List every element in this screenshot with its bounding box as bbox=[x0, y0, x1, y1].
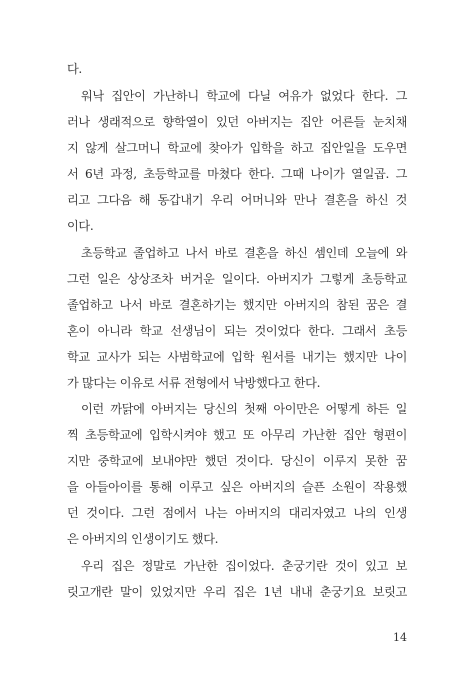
text-line: 가 많다는 이유로 서류 전형에서 낙방했다고 한다. bbox=[67, 376, 321, 390]
page-number: 14 bbox=[393, 631, 407, 644]
text-line: 은 아버지의 인생이기도 했다. bbox=[67, 532, 219, 546]
text-line: 초등학교 졸업하고 나서 바로 결혼을 하신 셈인데 오늘에 와 bbox=[81, 246, 407, 260]
text-line: 다. bbox=[67, 62, 82, 76]
text-line: 지 않게 살그머니 학교에 찾아가 입학을 하고 집안일을 도우면 bbox=[67, 141, 407, 155]
text-line: 이런 까닭에 아버지는 당신의 첫째 아이만은 어떻게 하든 일 bbox=[81, 402, 407, 416]
text-line: 리고 그다음 해 동갑내기 우리 어머니와 만나 결혼을 하신 것 bbox=[67, 193, 407, 207]
text-line: 혼이 아니라 학교 선생님이 되는 것이었다 한다. 그래서 초등 bbox=[67, 324, 407, 338]
text-line: 던 것이다. 그런 점에서 나는 아버지의 대리자였고 나의 인생 bbox=[67, 506, 407, 520]
text-line: 워낙 집안이 가난하니 학교에 다닐 여유가 없었다 한다. 그 bbox=[81, 89, 407, 103]
text-line: 졸업하고 나서 바로 결혼하기는 했지만 아버지의 참된 꿈은 결 bbox=[67, 298, 407, 312]
text-line: 그런 일은 상상조차 버거운 일이다. 아버지가 그렇게 초등학교 bbox=[67, 272, 407, 286]
text-line: 우리 집은 정말로 가난한 집이었다. 춘궁기란 것이 있고 보 bbox=[81, 559, 407, 573]
text-line: 릿고개란 말이 있었지만 우리 집은 1년 내내 춘궁기요 보릿고 bbox=[67, 585, 407, 599]
text-line: 지만 중학교에 보내야만 했던 것이다. 당신이 이루지 못한 꿈 bbox=[67, 454, 407, 468]
text-line: 러나 생래적으로 향학열이 있던 아버지는 집안 어른들 눈치채 bbox=[67, 115, 407, 129]
text-line: 찍 초등학교에 입학시켜야 했고 또 아무리 가난한 집안 형편이 bbox=[67, 428, 407, 442]
text-line: 학교 교사가 되는 사범학교에 입학 원서를 내기는 했지만 나이 bbox=[67, 350, 407, 364]
text-line: 이다. bbox=[67, 219, 94, 233]
text-line: 서 6년 과정, 초등학교를 마쳤다 한다. 그때 나이가 열일곱. 그 bbox=[67, 167, 407, 181]
text-line: 을 아들아이를 통해 이루고 싶은 아버지의 슬픈 소원이 작용했 bbox=[67, 480, 407, 494]
